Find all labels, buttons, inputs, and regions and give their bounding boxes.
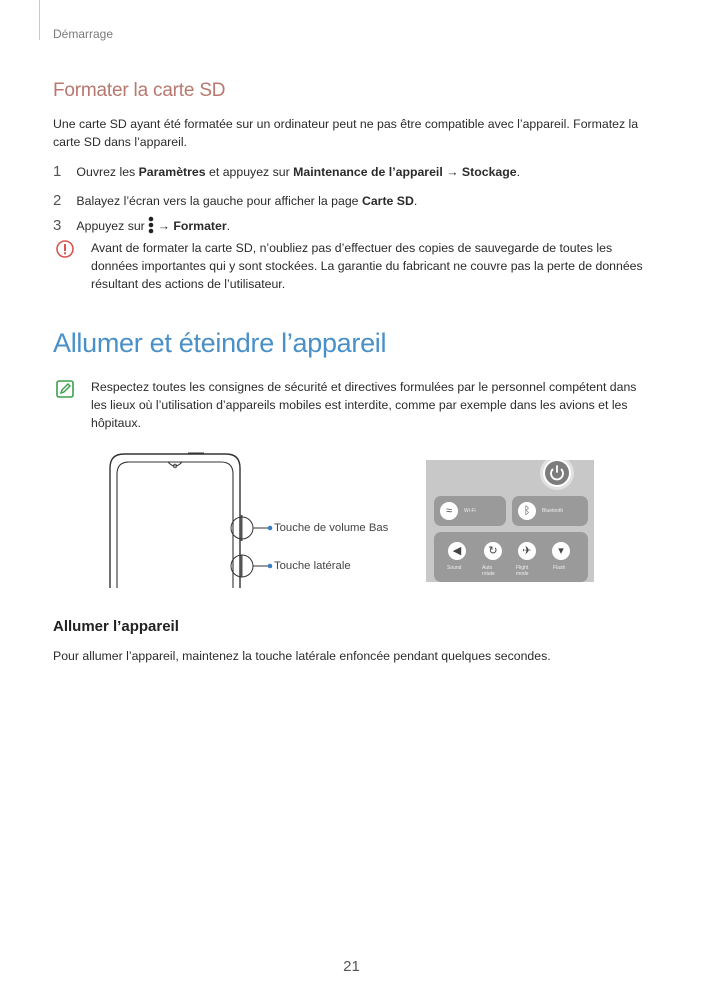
phone-diagram	[100, 448, 400, 588]
step-number: 2	[53, 192, 62, 209]
side-key-callout: Touche latérale	[274, 560, 351, 572]
step-number: 3	[53, 217, 62, 234]
section-header: Démarrage	[53, 27, 114, 41]
wifi-icon: ≈	[440, 502, 458, 520]
power-icon	[543, 460, 571, 487]
note-icon	[56, 380, 74, 398]
quick-panel-image	[426, 460, 594, 582]
volume-down-callout: Touche de volume Bas	[274, 522, 389, 534]
sd-title: Formater la carte SD	[53, 80, 226, 101]
power-title: Allumer et éteindre l’appareil	[53, 328, 387, 358]
power-button	[540, 460, 574, 490]
step-number: 1	[53, 163, 62, 180]
caution-text: Avant de formater la carte SD, n’oubliez pas d’effectuer des copies de sauvegarde de toutes les données importantes qui y sont stockées. La garantie du fabricant ne couvre pas la perte de données résultant des actions de l’utilisateur.	[91, 241, 643, 291]
step-1: 1 Ouvrez les Paramètres et appuyez sur Maintenance de l’appareil → Stockage.	[53, 163, 521, 180]
sd-intro: Une carte SD ayant été formatée sur un ordinateur peut ne pas être compatible avec l’appareil. Formatez la carte SD dans l’appareil.	[53, 117, 639, 149]
page-number: 21	[343, 958, 360, 975]
sound-icon: ◀	[448, 542, 466, 560]
power-on-text: Pour allumer l’appareil, maintenez la touche latérale enfoncée pendant quelques secondes.	[53, 649, 551, 663]
step-2: 2 Balayez l’écran vers la gauche pour afficher la page Carte SD.	[53, 192, 418, 209]
caution-icon	[56, 240, 74, 258]
wifi-tile: ≈ Wi-Fi	[434, 496, 506, 526]
bluetooth-tile: ᛒ Bluetooth	[512, 496, 588, 526]
flight-mode-icon: ✈	[518, 542, 536, 560]
flash-icon: ▾	[552, 542, 570, 560]
step-3: 3 Appuyez sur → Formater.	[53, 217, 231, 234]
auto-rotate-icon: ↻	[484, 542, 502, 560]
quick-buttons-row: ◀ ↻ ✈ ▾ Sound Auto rotate Flight mode Flash	[434, 532, 588, 582]
bluetooth-icon: ᛒ	[518, 502, 536, 520]
note-text: Respectez toutes les consignes de sécurité et directives formulées par le personnel compétent dans les lieux où l’utilisation d’appareils mobiles est interdite, comme par exemple dans les avions et les hôpitaux.	[91, 380, 637, 430]
header-rule	[39, 0, 40, 40]
power-on-subtitle: Allumer l’appareil	[53, 618, 179, 635]
